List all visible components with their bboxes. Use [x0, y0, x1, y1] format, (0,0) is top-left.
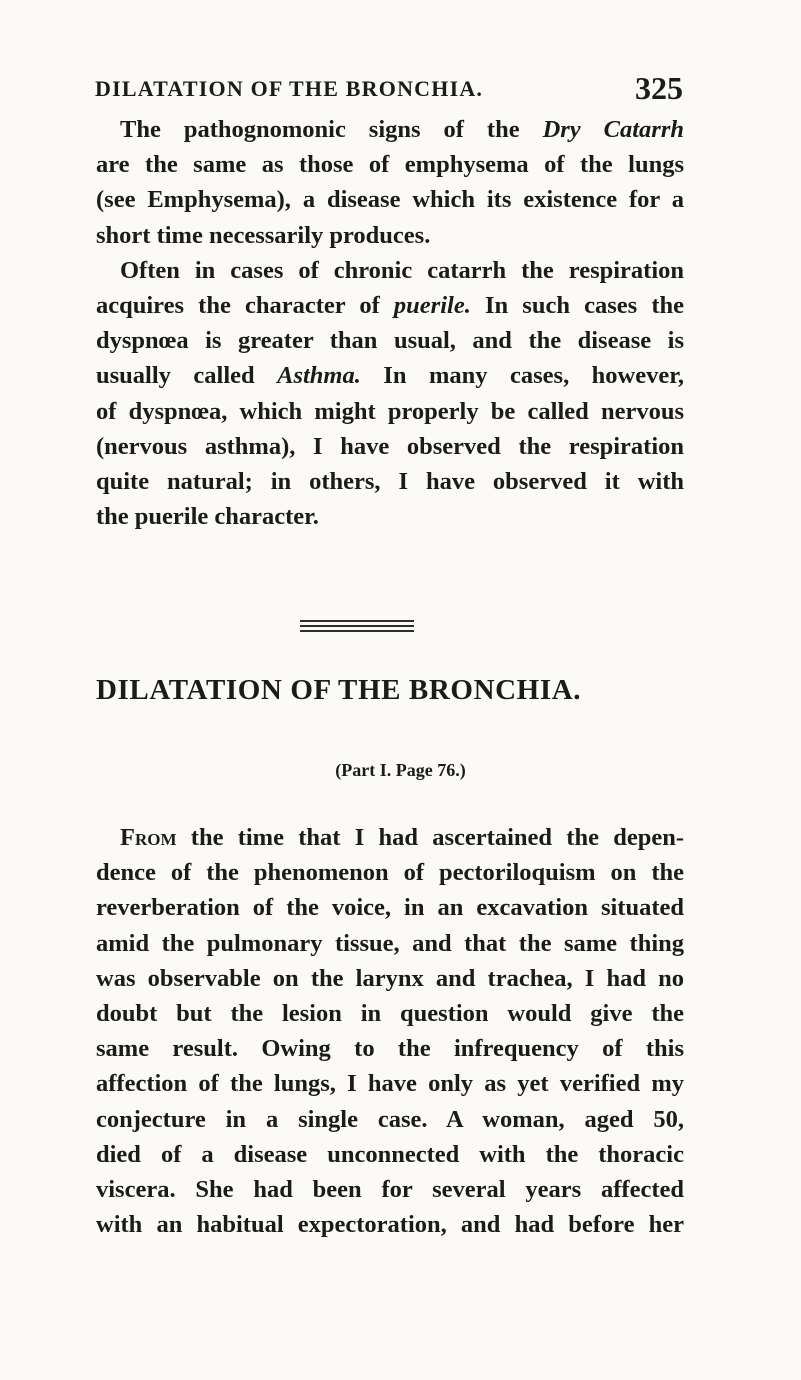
section-divider: [300, 620, 414, 632]
italic-term: Dry Catarrh: [542, 116, 684, 143]
page-number: 325: [635, 70, 683, 106]
text-line: are the same as those of emphysema of the lungs: [96, 151, 684, 179]
text-line: with an habitual expectoration, and had before her: [96, 1211, 684, 1239]
text-line: [96, 820, 684, 855]
text-line: dyspnœa is greater than usual, and the disease is: [96, 327, 684, 355]
text-line: conjecture in a single case. A woman, aged 50,: [96, 1105, 684, 1133]
text-line: of dyspnœa, which might properly be called nervous: [96, 397, 684, 425]
text-line: affection of the lungs, I have only as yet verified my: [96, 1070, 684, 1098]
text-line: (see Emphysema), a disease which its existence for a: [96, 186, 684, 214]
text-line: [96, 112, 684, 147]
divider-line: [300, 630, 414, 632]
text-line: amid the pulmonary tissue, and that the same thing: [96, 929, 684, 957]
text-line: short time necessarily produces.: [96, 221, 431, 249]
text-run: the time that I had ascertained the depen-: [176, 824, 684, 851]
text-line: reverberation of the voice, in an excavation situated: [96, 894, 684, 922]
text-run: In such cases the: [470, 291, 684, 319]
running-head: [95, 70, 683, 110]
italic-term: puerile.: [393, 291, 471, 319]
italic-term: Asthma.: [277, 362, 361, 390]
text-line: [96, 358, 684, 393]
text-block-dilatation: [96, 820, 684, 1242]
small-caps-lead: From: [120, 824, 177, 851]
divider-line: [300, 625, 414, 627]
text-line: same result. Owing to the infrequency of this: [96, 1035, 684, 1063]
running-title: DILATATION OF THE BRONCHIA.: [95, 76, 484, 101]
text-run: The pathognomonic signs of the: [120, 116, 543, 143]
text-run: usually called: [96, 362, 278, 390]
text-line: quite natural; in others, I have observed it with: [96, 467, 684, 495]
section-reference: (Part I. Page 76.): [335, 760, 466, 780]
text-line: doubt but the lesion in question would give the: [96, 999, 684, 1027]
text-run: In many cases, however,: [360, 362, 684, 390]
text-line: viscera. She had been for several years affected: [96, 1175, 684, 1203]
text-line: dence of the phenomenon of pectoriloquism on the: [96, 859, 684, 887]
section-heading: DILATATION OF THE BRONCHIA.: [96, 674, 582, 706]
text-line: (nervous asthma), I have observed the respiration: [96, 432, 684, 460]
text-line: the puerile character.: [96, 503, 319, 531]
text-line: Often in cases of chronic catarrh the respiration: [120, 256, 684, 284]
divider-line: [300, 620, 414, 622]
text-block-catarrh: [96, 112, 684, 534]
text-run: acquires the character of: [96, 291, 394, 319]
text-line: [96, 288, 684, 323]
text-line: died of a disease unconnected with the thoracic: [96, 1140, 684, 1168]
text-line: was observable on the larynx and trachea, I had no: [96, 964, 684, 992]
